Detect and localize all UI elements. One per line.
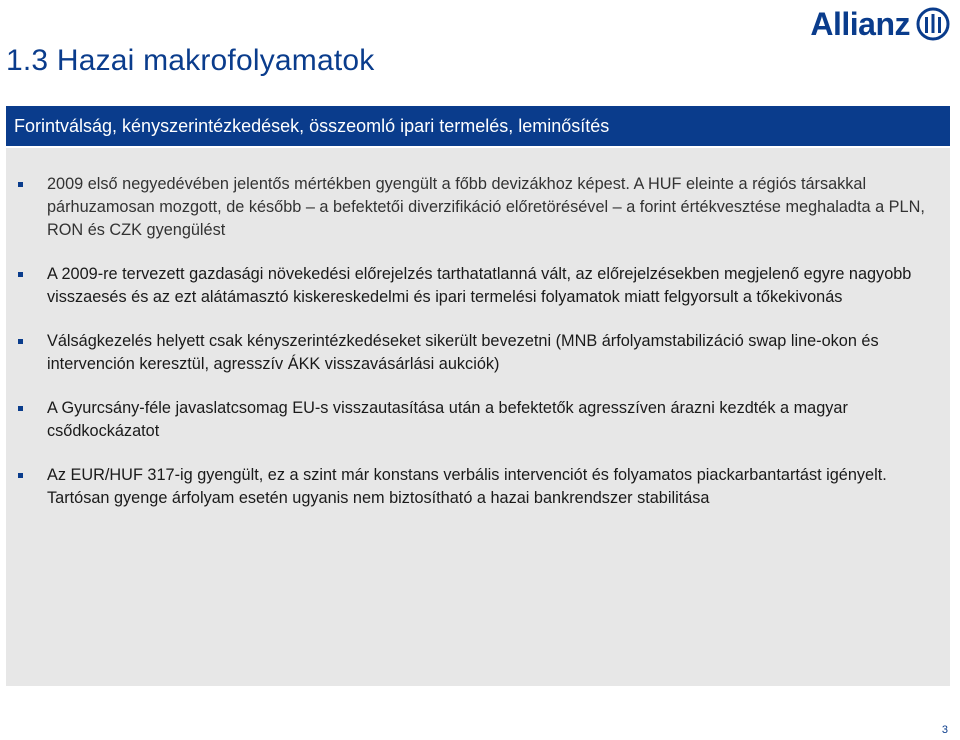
bullet-item: [16, 464, 934, 510]
bullet-item: [16, 397, 934, 443]
bullet-text: 2009 első negyedévében jelentős mértékben gyengült a főbb devizákhoz képest. A HUF eleinte a régiós társakkal párhuzamosan mozgott, de később – a befektetői diverzifikáció előretörésével – a forint értékvesztése meghaladta a PLN, RON és CZK gyengülést: [47, 175, 925, 239]
square-bullet-icon: [18, 473, 23, 478]
bullet-item: [16, 173, 934, 242]
square-bullet-icon: [18, 406, 23, 411]
section-header-text: Forintválság, kényszerintézkedések, összeomló ipari termelés, leminősítés: [14, 115, 610, 136]
allianz-eagle-icon: [916, 7, 950, 41]
bullet-text: Az EUR/HUF 317-ig gyengült, ez a szint már konstans verbális intervenciót és folyamatos piackarbantartást igényelt. Tartósan gyenge árfolyam esetén ugyanis nem biztosítható a hazai bankrendszer stabilitása: [47, 466, 887, 507]
page-title: 1.3 Hazai makrofolyamatok: [6, 44, 375, 77]
bullet-item: [16, 263, 934, 309]
section-header-bar: [6, 106, 950, 146]
square-bullet-icon: [18, 272, 23, 277]
square-bullet-icon: [18, 339, 23, 344]
content-box: [6, 148, 950, 686]
logo-text: Allianz: [810, 6, 910, 42]
bullet-text: A Gyurcsány-féle javaslatcsomag EU-s visszautasítása után a befektetők agresszíven árazni kezdték a magyar csődkockázatot: [47, 399, 848, 440]
bullet-item: [16, 330, 934, 376]
page-number: 3: [941, 724, 948, 736]
bullet-text: Válságkezelés helyett csak kényszerintézkedéseket sikerült bevezetni (MNB árfolyamstabilizáció swap line-okon és intervención keresztül, agresszív ÁKK visszavásárlási aukciók): [47, 332, 879, 373]
square-bullet-icon: [18, 182, 23, 187]
bullet-text: A 2009-re tervezett gazdasági növekedési előrejelzés tarthatatlanná vált, az előrejelzésekben megjelenő egyre nagyobb visszaesés és az ezt alátámasztó kiskereskedelmi és ipari termelési folyamatok miatt felgyorsult a tőkekivonás: [47, 265, 912, 306]
allianz-logo: [810, 6, 950, 42]
